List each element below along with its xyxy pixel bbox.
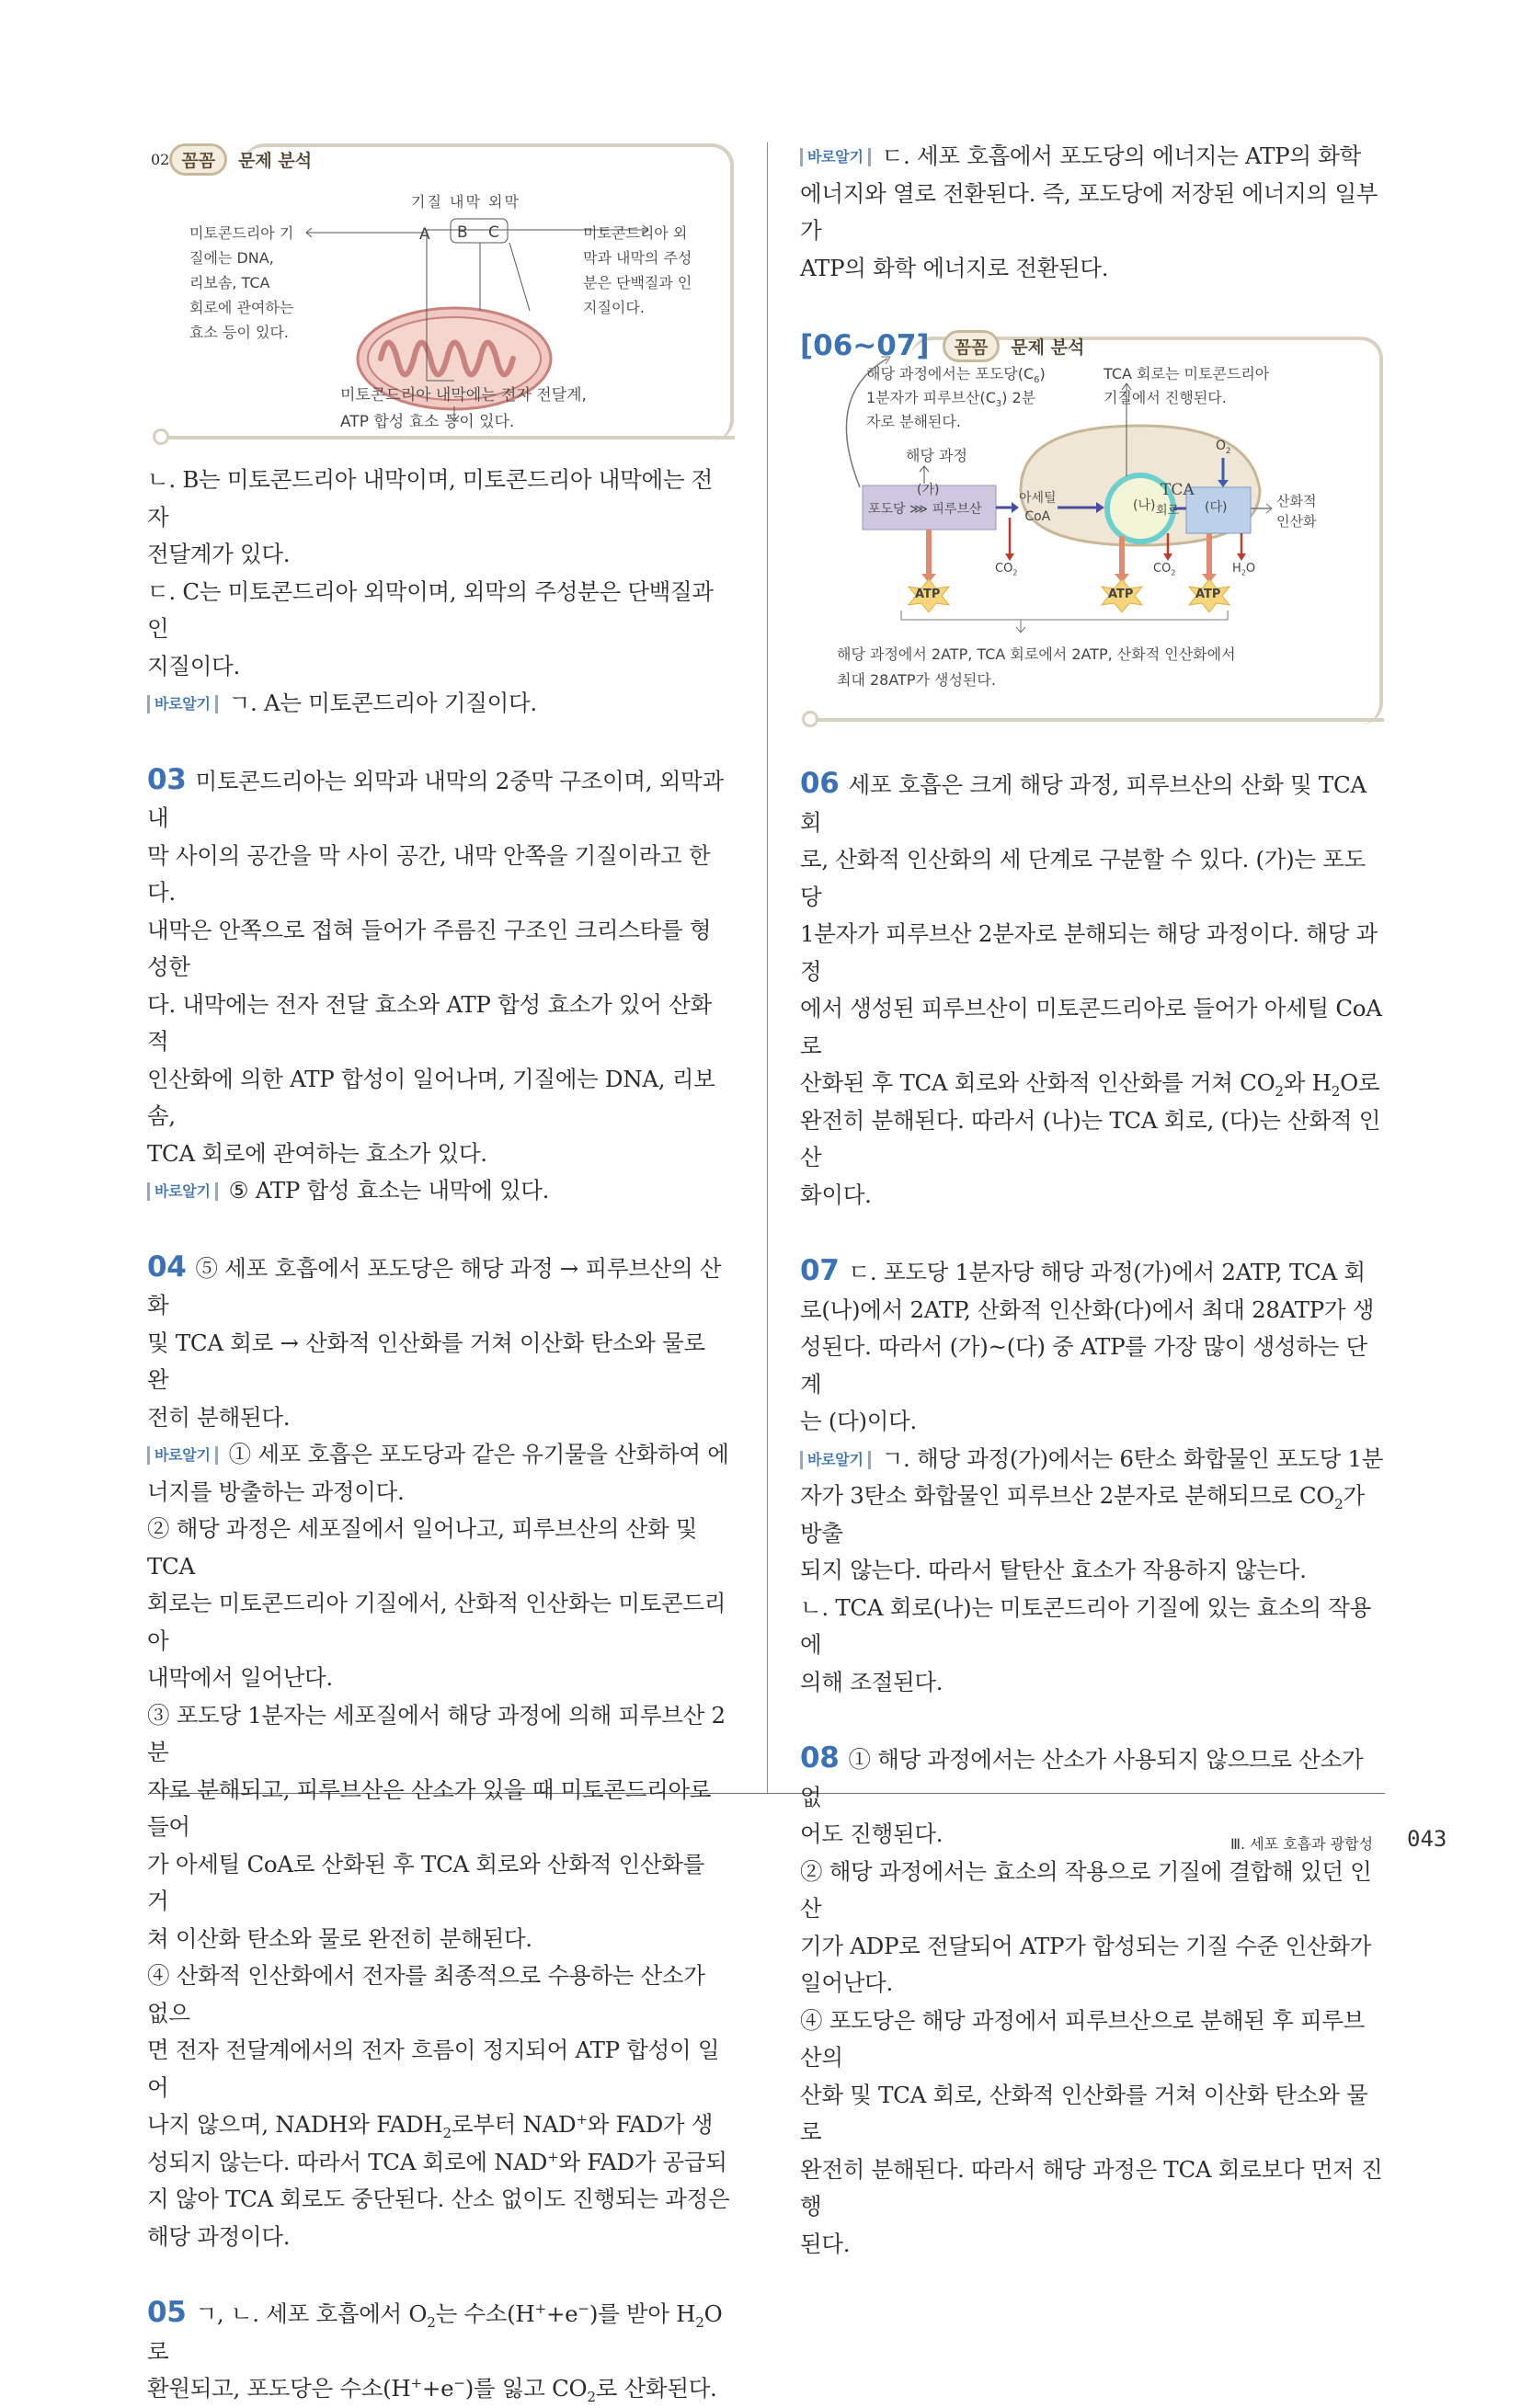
atp-burst-2: ATP [1108,588,1134,601]
label-B: B [457,223,468,242]
tca-label: TCA [1161,481,1195,499]
step-ga: (가) [917,483,940,497]
q02-explanation: ㄴ. B는 미토콘드리아 내막이며, 미토콘드리아 내막에는 전자 전달계가 있다. ㄷ. C는 미토콘드리아 외막이며, 외막의 주성분은 단백질과 인 지질이다. 바로알기 ㄱ. A는 미토콘드리아 기질이다. [147,466,714,716]
acetyl-coa: 아세틸 CoA [1019,491,1057,524]
diagram-top-label: 기질 내막 외막 [411,193,520,211]
cycle-label: 회로 [1156,504,1180,518]
q07-number: 07 [800,1254,840,1287]
analysis-title: 문제 분석 [1011,337,1085,358]
q05-number: 05 [147,2296,187,2329]
right-column [800,138,1384,2263]
q04-number: 04 [147,1250,187,1284]
barorgi-label: 바로알기 [147,1182,218,1201]
barorgi-label: 바로알기 [800,1451,871,1469]
label-A: A [419,225,430,244]
o2-label: $O_2$ [1216,439,1231,456]
q03-answer: 03 미토콘드리아는 외막과 내막의 2중막 구조이며, 외막과 내 막 사이의 공간을 막 사이 공간, 내막 안쪽을 기질이라고 한다. 내막은 안쪽으로 접혀 들어가 주름진 구조인 크리스타를 형성한 다. 내막에는 전자 전달 효소와 ATP 합성 효소가 있어 산화적 인산화에 의한 ATP 합성이 일어나며, 기질에는 DNA, 리보솜, TCA 회로에 관여하는 효소가 있다. 바로알기 ⑤ ATP 합성 효소는 내막에 있다. [147,762,724,1204]
glucose-pyruvate: 포도당 ⋙ 피루브산 [868,502,982,517]
label-C: C [488,223,499,242]
right-note: 미토콘드리아 외 막과 내막의 주성 분은 단백질과 인 지질이다. [583,224,692,316]
glycolysis-note: 해당 과정에서는 포도당$(C_6)$ 1분자가 피루브산$(C_3)$ 2분 자로 분해된다. [866,365,1046,430]
q02-analysis-box [151,138,731,451]
left-column [147,138,731,2408]
step-da: (다) [1205,500,1228,515]
step-na: (나) [1133,498,1156,513]
q03-number: 03 [147,762,187,796]
barorgi-label: 바로알기 [800,148,871,166]
q02-number: 02 [151,151,170,168]
chapter-title: Ⅲ. 세포 호흡과 광합성 [1230,1835,1374,1853]
atp-burst-3: ATP [1195,588,1221,601]
co2-label-1: $CO_2$ [995,562,1018,577]
tca-note: TCA 회로는 미토콘드리아 기질에서 진행된다. [1104,365,1270,406]
kkomkkom-badge: 꼼꼼 [169,143,227,176]
page-number: 043 [1407,1826,1447,1852]
q07-answer: 07 ㄷ. 포도당 1분자당 해당 과정(가)에서 2ATP, TCA 회 로(나)에서 2ATP, 산화적 인산화(다)에서 최대 28ATP가 생 성된다. 따라서 (가)~(다) 중 ATP를 가장 많이 생성하는 단계 는 (다)이다. 바로알기 ㄱ. 해당 과정(가)에서는 6탄소 화합물인 포도당 1분 자가 3탄소 화합물인 피루브산 2분자로 분해되므로 $CO_2$가 방출 되지 않는다. 따라서 탈탄산 효소가 작용하지 않는다. ㄴ. TCA 회로(나)는 미토콘드리아 기질에 있는 효소의 작용에 의해 조절된다. [800,1254,1384,1695]
analysis-title: 문제 분석 [238,151,313,171]
q08-answer: 08 ① 해당 과정에서는 산소가 사용되지 않으므로 산소가 없 어도 진행된다. ② 해당 과정에서는 효소의 작용으로 기질에 결합해 있던 인산 기가 ADP로 전달되어 ATP가 합성되는 기질 수준 인산화가 일어난다. ④ 포도당은 해당 과정에서 피루브산으로 분해된 후 피루브산의 산화 및 TCA 회로, 산화적 인산화를 거쳐 이산화 탄소와 물로 완전히 분해된다. 따라서 해당 과정은 TCA 회로보다 먼저 진행 된다. [800,1741,1383,2257]
atp-burst-1: ATP [915,588,941,601]
q08-number: 08 [800,1741,840,1775]
oxphos-label: 산화적 인산화 [1276,493,1317,530]
bottom-note: 미토콘드리아 내막에는 전자 전달계, ATP 합성 효소 등이 있다. [340,386,587,431]
h2o-label: $H_2O$ [1232,562,1256,577]
barorgi-label: 바로알기 [147,1446,218,1465]
q04-answer: 04 ⑤ 세포 호흡에서 포도당은 해당 과정 → 피루브산의 산화 및 TCA 회로 → 산화적 인산화를 거쳐 이산화 탄소와 물로 완 전히 분해된다. 바로알기 ① 세포 호흡은 포도당과 같은 유기물을 산화하여 에 너지를 방출하는 과정이다. ② 해당 과정은 세포질에서 일어나고, 피루브산의 산화 및 TCA 회로는 미토콘드리아 기질에서, 산화적 인산화는 미토콘드리아 내막에서 일어난다. ③ 포도당 1분자는 세포질에서 해당 과정에 의해 피루브산 2분 자로 분해되고, 피루브산은 산소가 있을 때 미토콘드리아로 들어 가 아세틸 CoA로 산화된 후 TCA 회로와 산화적 인산화를 거 쳐 이산화 탄소와 물로 완전히 분해된다. ④ 산화적 인산화에서 전자를 최종적으로 수용하는 산소가 없으 면 전자 전달계에서의 전자 흐름이 정지되어 ATP 합성이 일어 나지 않으며, NADH와 $FADH_2$로부터 NAD+와 FAD가 생 성되지 않는다. 따라서 TCA 회로에 NAD+와 FAD가 공급되 지 않아 TCA 회로도 중단된다. 산소 없이도 진행되는 과정은 해당 과정이다. [147,1250,730,2250]
glycolysis-label: 해당 과정 [906,447,967,464]
column-divider [767,143,768,1793]
barorgi-label: 바로알기 [147,695,218,713]
left-note: 미토콘드리아 기 질에는 DNA, 리보솜, TCA 회로에 관여하는 효소 등이 있다. [189,224,294,341]
co2-label-2: $CO_2$ [1153,562,1176,577]
q06-answer: 06 세포 호흡은 크게 해당 과정, 피루브산의 산화 및 TCA 회 로, 산화적 인산화의 세 단계로 구분할 수 있다. (가)는 포도당 1분자가 피루브산 2분자로 분해되는 해당 과정이다. 해당 과정 에서 생성된 피루브산이 미토콘드리아로 들어가 아세틸 CoA로 산화된 후 TCA 회로와 산화적 인산화를 거쳐 $CO_2$와 $H_2O$로 완전히 분해된다. 따라서 (나)는 TCA 회로, (다)는 산화적 인산 화이다. [800,767,1382,1208]
q05-answer: 05 ㄱ, ㄴ. 세포 호흡에서 $O_2$는 수소(H++e−)를 받아 $H_2O$로 환원되고, 포도당은 수소(H++e−)를 잃고 $CO_2$로 산화된다. [147,2296,723,2405]
q05-continued: 바로알기 ㄷ. 세포 호흡에서 포도당의 에너지는 ATP의 화학 에너지와 열로 전환된다. 즉, 포도당에 저장된 에너지의 일부가 ATP의 화학 에너지로 전환된다. [800,143,1378,281]
q06-number: 06 [800,767,840,800]
atp-summary-note: 해당 과정에서 2ATP, TCA 회로에서 2ATP, 산화적 인산화에서 최대 28ATP가 생성된다. [837,645,1236,689]
kkomkkom-badge: 꼼꼼 [943,330,1001,362]
q0607-analysis-box [800,329,1384,734]
q0607-number: [06~07] [800,329,930,362]
